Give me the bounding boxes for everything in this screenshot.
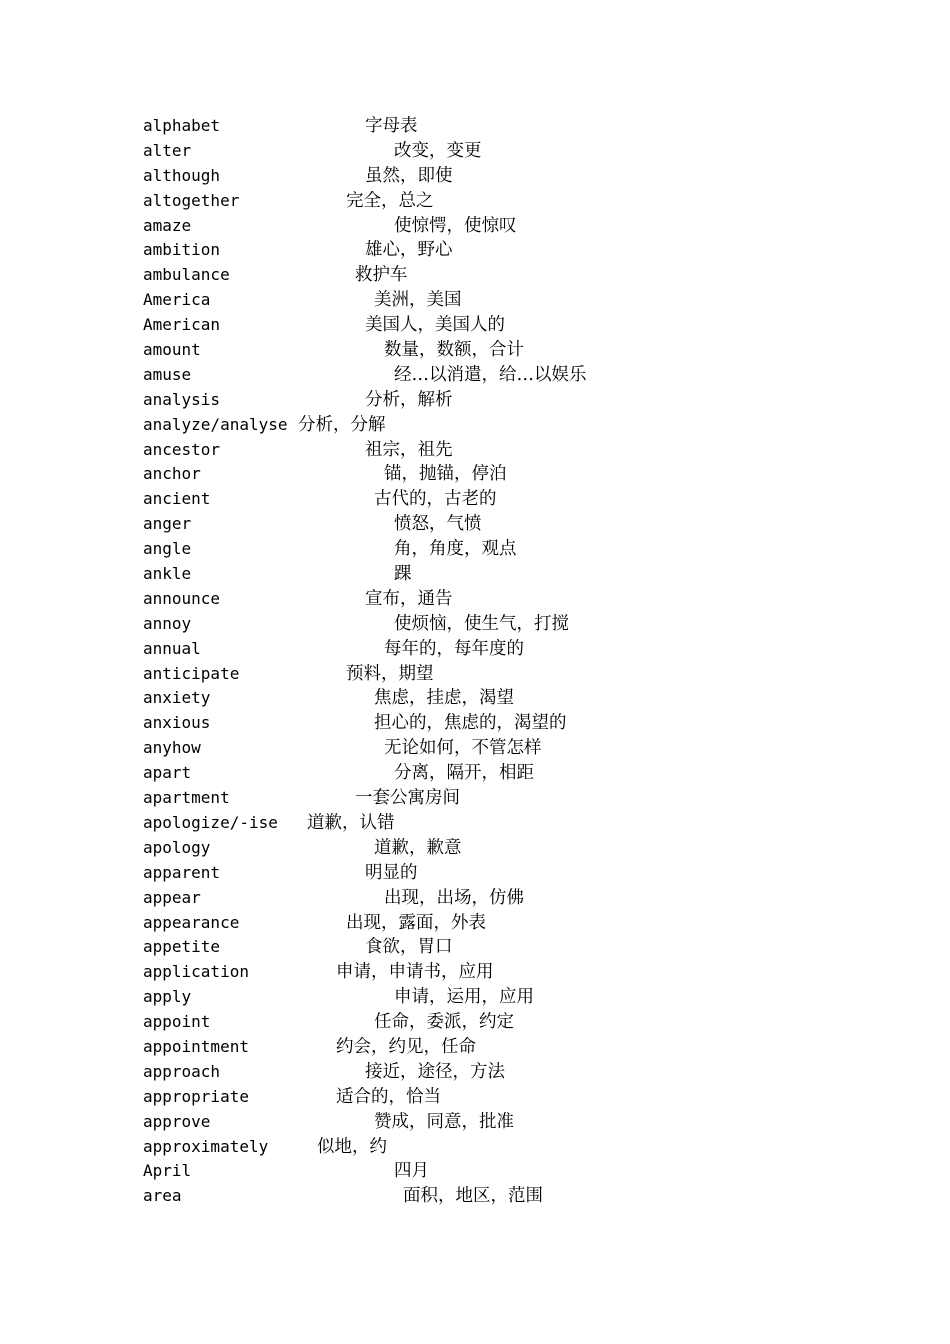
english-word: apply (143, 987, 192, 1007)
english-word: appoint (143, 1012, 211, 1032)
english-word: approximately (143, 1136, 269, 1156)
chinese-meaning: 申请，申请书，应用 (336, 962, 494, 983)
chinese-meaning: 约会，约见，任命 (336, 1036, 476, 1057)
english-word: April (143, 1161, 192, 1181)
english-word: although (143, 165, 221, 185)
chinese-meaning: 出现，出场，仿佛 (384, 887, 524, 908)
english-word: America (143, 290, 211, 310)
chinese-meaning: 字母表 (365, 116, 418, 136)
vocabulary-entry (0, 861, 950, 886)
vocabulary-entry (0, 512, 950, 537)
english-word: ambulance (143, 265, 230, 285)
chinese-meaning: 踝 (394, 564, 412, 585)
chinese-meaning: 分离，隔开，相距 (394, 763, 534, 784)
vocabulary-entry (0, 438, 950, 463)
chinese-meaning: 食欲，胃口 (365, 937, 453, 958)
chinese-meaning: 申请，运用，应用 (394, 987, 534, 1008)
chinese-meaning: 使烦恼，使生气，打搅 (394, 613, 569, 634)
chinese-meaning: 改变，变更 (394, 140, 482, 161)
vocabulary-entry (0, 462, 950, 487)
english-word: appear (143, 887, 201, 907)
english-word: American (143, 315, 221, 335)
vocabulary-entry (0, 786, 950, 811)
english-word: apartment (143, 788, 230, 808)
chinese-meaning: 宣布，通告 (365, 588, 453, 609)
chinese-meaning: 美国人，美国人的 (365, 315, 505, 336)
english-word: approach (143, 1061, 221, 1081)
chinese-meaning: 预料，期望 (346, 663, 434, 684)
english-word: altogether (143, 190, 240, 210)
vocabulary-entry (0, 736, 950, 761)
english-word: appetite (143, 937, 221, 957)
chinese-meaning: 使惊愕，使惊叹 (394, 215, 517, 236)
chinese-meaning: 每年的，每年度的 (384, 638, 524, 659)
english-word: angle (143, 539, 192, 559)
chinese-meaning: 四月 (394, 1161, 429, 1182)
english-word: apologize/-ise (143, 812, 278, 832)
english-word: approve (143, 1111, 211, 1131)
vocabulary-entry (0, 811, 950, 836)
english-word: appointment (143, 1036, 249, 1056)
chinese-meaning: 焦虑，挂虑，渴望 (374, 688, 514, 709)
english-word: apart (143, 763, 192, 783)
english-word: application (143, 962, 249, 982)
vocabulary-entry (0, 1085, 950, 1110)
english-word: appearance (143, 912, 240, 932)
chinese-meaning: 经…以消遣，给…以娱乐 (394, 364, 587, 385)
chinese-meaning: 无论如何，不管怎样 (384, 738, 542, 759)
vocabulary-entry (0, 313, 950, 338)
vocabulary-entry (0, 1110, 950, 1135)
english-word: analyze/analyse (143, 414, 288, 434)
english-word: alter (143, 140, 192, 160)
english-word: annual (143, 638, 201, 658)
chinese-meaning: 分析，解析 (365, 389, 453, 410)
vocabulary-entry (0, 214, 950, 239)
chinese-meaning: 救护车 (355, 265, 408, 286)
english-word: amaze (143, 215, 192, 235)
vocabulary-entry (0, 935, 950, 960)
vocabulary-entry (0, 562, 950, 587)
chinese-meaning: 面积，地区，范围 (403, 1186, 543, 1207)
english-word: amount (143, 340, 201, 360)
chinese-meaning: 明显的 (365, 862, 418, 883)
vocabulary-entry (0, 363, 950, 388)
english-word: ambition (143, 240, 221, 260)
vocabulary-entry (0, 139, 950, 164)
chinese-meaning: 祖宗，祖先 (365, 439, 453, 460)
vocabulary-entry (0, 388, 950, 413)
chinese-meaning: 一套公寓房间 (355, 788, 460, 809)
vocabulary-entry (0, 761, 950, 786)
chinese-meaning: 适合的，恰当 (336, 1086, 441, 1107)
chinese-meaning: 美洲，美国 (374, 290, 462, 311)
vocabulary-entry (0, 587, 950, 612)
chinese-meaning: 出现，露面，外表 (346, 912, 486, 933)
vocabulary-entry (0, 338, 950, 363)
english-word: anxiety (143, 688, 211, 708)
english-word: anchor (143, 464, 201, 484)
english-word: annoy (143, 613, 192, 633)
chinese-meaning: 担心的，焦虑的，渴望的 (374, 713, 567, 734)
vocabulary-entry (0, 886, 950, 911)
chinese-meaning: 赞成，同意，批准 (374, 1111, 514, 1132)
vocabulary-entry (0, 487, 950, 512)
vocabulary-entry (0, 288, 950, 313)
vocabulary-entry (0, 1135, 950, 1160)
chinese-meaning: 似地，约 (317, 1136, 387, 1157)
vocabulary-entry (0, 960, 950, 985)
vocabulary-entry (0, 1010, 950, 1035)
vocabulary-entry (0, 911, 950, 936)
vocabulary-list (0, 114, 950, 1209)
chinese-meaning: 数量，数额，合计 (384, 340, 524, 361)
vocabulary-entry (0, 686, 950, 711)
english-word: amuse (143, 364, 192, 384)
vocabulary-entry (0, 114, 950, 139)
chinese-meaning: 道歉，歉意 (374, 837, 462, 858)
vocabulary-entry (0, 413, 950, 438)
english-word: ancient (143, 489, 211, 509)
english-word: anyhow (143, 738, 201, 758)
vocabulary-entry (0, 637, 950, 662)
english-word: announce (143, 588, 221, 608)
chinese-meaning: 锚，抛锚，停泊 (384, 464, 507, 485)
english-word: apology (143, 837, 211, 857)
vocabulary-entry (0, 164, 950, 189)
vocabulary-entry (0, 238, 950, 263)
chinese-meaning: 完全，总之 (346, 190, 434, 211)
chinese-meaning: 任命，委派，约定 (374, 1012, 514, 1033)
english-word: ancestor (143, 439, 221, 459)
vocabulary-entry (0, 1184, 950, 1209)
english-word: appropriate (143, 1086, 249, 1106)
chinese-meaning: 虽然，即使 (365, 165, 453, 186)
chinese-meaning: 雄心，野心 (365, 240, 453, 261)
english-word: alphabet (143, 116, 221, 135)
english-word: analysis (143, 389, 221, 409)
vocabulary-entry (0, 1060, 950, 1085)
vocabulary-entry (0, 1035, 950, 1060)
english-word: apparent (143, 862, 221, 882)
chinese-meaning: 分析，分解 (298, 414, 386, 435)
chinese-meaning: 角，角度，观点 (394, 539, 517, 560)
chinese-meaning: 道歉，认错 (307, 812, 395, 833)
vocabulary-entry (0, 612, 950, 637)
english-word: area (143, 1186, 182, 1206)
chinese-meaning: 愤怒，气愤 (394, 514, 482, 535)
chinese-meaning: 接近，途径，方法 (365, 1061, 505, 1082)
vocabulary-entry (0, 662, 950, 687)
vocabulary-entry (0, 1159, 950, 1184)
vocabulary-entry (0, 985, 950, 1010)
vocabulary-entry (0, 537, 950, 562)
vocabulary-entry (0, 836, 950, 861)
english-word: anxious (143, 713, 211, 733)
chinese-meaning: 古代的，古老的 (374, 489, 497, 510)
vocabulary-entry (0, 263, 950, 288)
vocabulary-entry (0, 189, 950, 214)
vocabulary-entry (0, 711, 950, 736)
english-word: anticipate (143, 663, 240, 683)
english-word: anger (143, 514, 192, 534)
english-word: ankle (143, 564, 192, 584)
